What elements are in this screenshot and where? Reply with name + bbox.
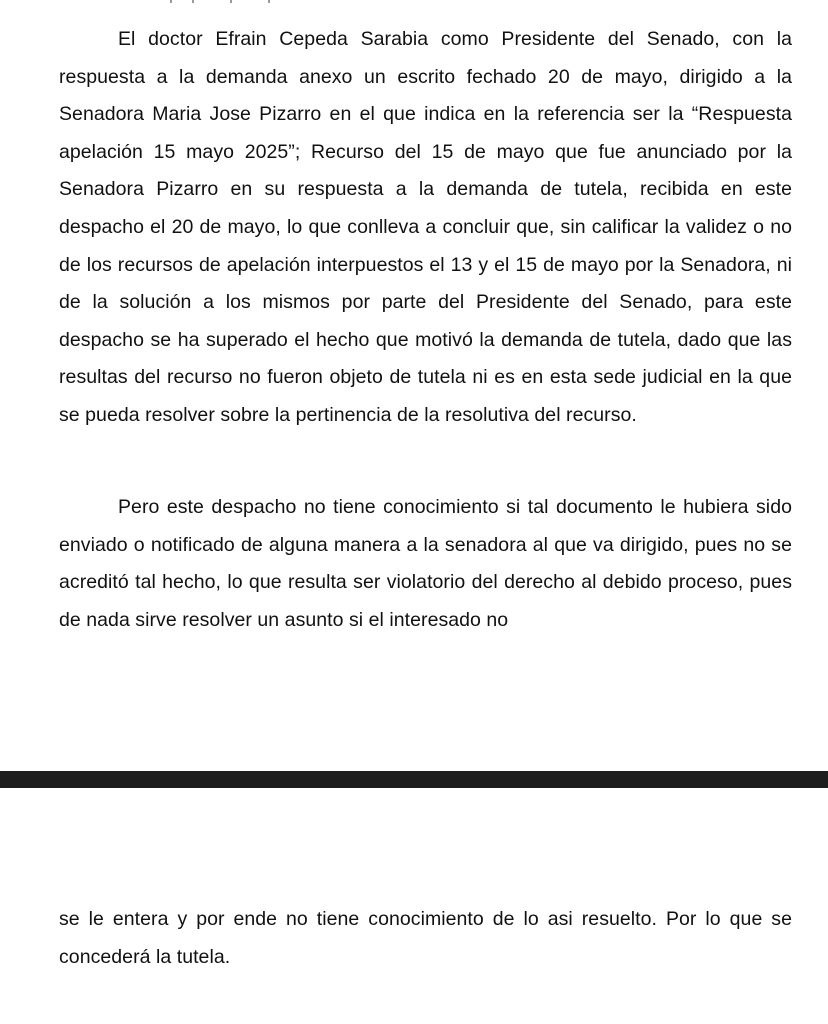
top-edge-marks — [170, 0, 290, 4]
paragraph-senate-response: El doctor Efrain Cepeda Sarabia como Presidente del Senado, con la respuesta a la demanda anexo un escrito fechado 20 de mayo, dirigido a la Senadora Maria Jose Pizarro en el que indica en la referencia ser la “Respuesta apelación 15 mayo 2025”; Recurso del 15 de mayo que fue anunciado por la Senadora Pizarro en su respuesta a la demanda de tutela, recibida en este despacho el 20 de mayo, lo que conlleva a concluir que, sin calificar la validez o no de los recursos de apelación interpuestos el 13 y el 15 de mayo por la Senadora, ni de la solución a los mismos por parte del Presidente del Senado, para este despacho se ha superado el hecho que motivó la demanda de tutela, dado que las resultas del recurso no fueron objeto de tutela ni es en esta sede judicial en la que se pueda resolver sobre la pertinencia de la resolutiva del recurso. — [59, 28, 792, 426]
paragraph-conclusion: se le entera y por ende no tiene conocimiento de lo asi resuelto. Por lo que se concederá la tutela. — [59, 908, 792, 968]
paragraph-notification-issue: Pero este despacho no tiene conocimiento si tal documento le hubiera sido enviado o notificado de alguna manera a la senadora al que va dirigido, pues no se acreditó tal hecho, lo que resulta ser violatorio del derecho al debido proceso, pues de nada sirve resolver un asunto si el interesado no — [59, 496, 792, 631]
page-break-bar — [0, 771, 828, 788]
